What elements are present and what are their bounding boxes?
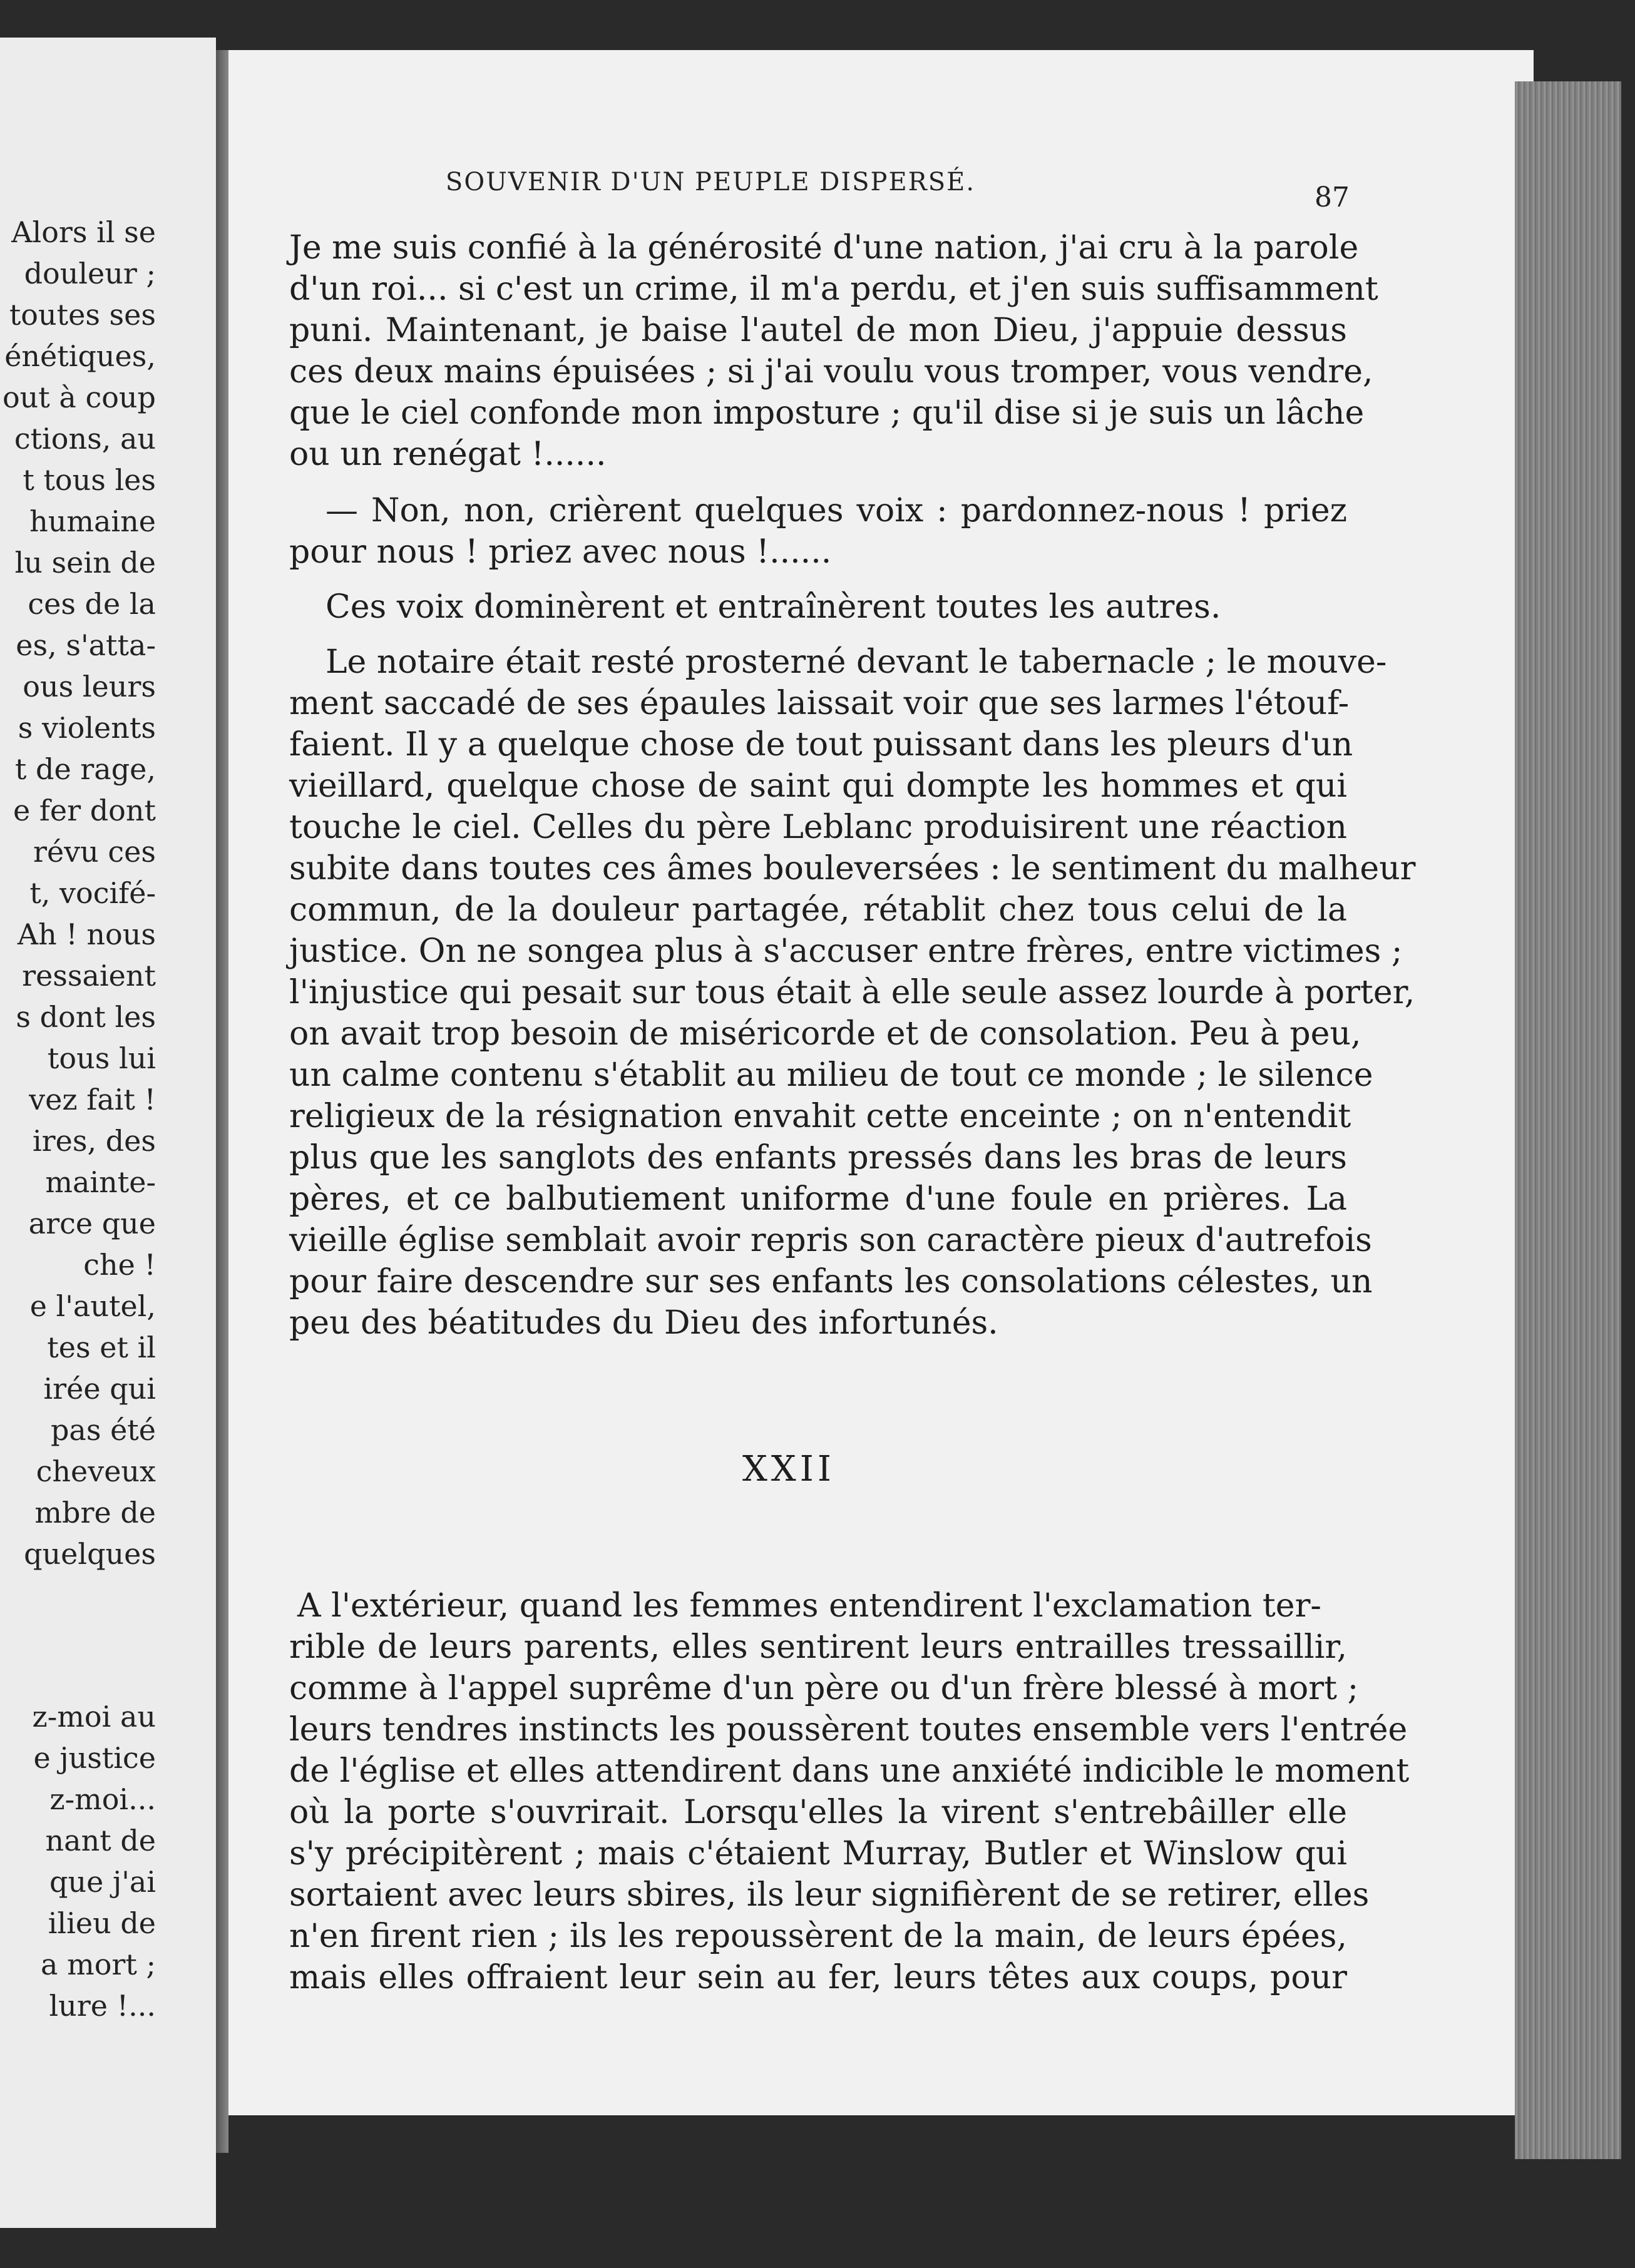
body-line: on avait trop besoin de miséricorde et de consolation. Peu à peu, [289, 1015, 1361, 1053]
left-page-line: t, vocifé- [29, 876, 156, 910]
body-line: justice. On ne songea plus à s'accuser entre frères, entre victimes ; [289, 932, 1403, 970]
left-page-line: Alors il se [11, 215, 156, 249]
left-page-line: ous leurs [23, 670, 156, 703]
left-page-line: humaine [29, 504, 156, 538]
left-page-line: che ! [83, 1248, 156, 1282]
body-line: vieille église semblait avoir repris son caractère pieux d'autrefois [289, 1222, 1372, 1259]
left-page-line: toutes ses [9, 298, 156, 332]
left-page-line: pas été [50, 1413, 156, 1447]
chapter-line: sortaient avec leurs sbires, ils leur signifièrent de se retirer, elles [289, 1876, 1370, 1914]
body-line: religieux de la résignation envahit cette enceinte ; on n'entendit [289, 1098, 1351, 1135]
chapter-line: mais elles offraient leur sein au fer, leurs têtes aux coups, pour [289, 1959, 1347, 1996]
left-page-line: out à coup [2, 381, 156, 414]
body-line: — Non, non, crièrent quelques voix : pardonnez-nous ! priez [325, 492, 1347, 529]
left-page-line: que j'ai [49, 1865, 156, 1899]
body-line: puni. Maintenant, je baise l'autel de mon Dieu, j'appuie dessus [289, 312, 1347, 349]
chapter-line: n'en firent rien ; ils les repoussèrent de la main, de leurs épées, [289, 1918, 1347, 1955]
left-page-line: nant de [45, 1824, 156, 1857]
left-page-line: s violents [18, 711, 156, 745]
left-page-line: révu ces [33, 835, 156, 869]
left-page-line: douleur ; [24, 257, 156, 290]
body-line: peu des béatitudes du Dieu des infortunés. [289, 1304, 998, 1342]
body-line: faient. Il y a quelque chose de tout puissant dans les pleurs d'un [289, 726, 1353, 764]
running-head: SOUVENIR D'UN PEUPLE DISPERSÉ. [445, 168, 976, 197]
body-line: vieillard, quelque chose de saint qui dompte les hommes et qui [289, 767, 1347, 805]
left-page-line: tous lui [47, 1041, 156, 1075]
left-page-line: es, s'atta- [16, 628, 156, 662]
body-line: que le ciel confonde mon imposture ; qu'il dise si je suis un lâche [289, 394, 1365, 432]
chapter-line: A l'extérieur, quand les femmes entendirent l'exclamation ter- [297, 1587, 1321, 1625]
left-page-line: lure !... [49, 1989, 156, 2023]
left-page-line: mbre de [34, 1496, 156, 1530]
left-page-line: lu sein de [14, 546, 156, 580]
left-page-line: tes et il [47, 1331, 156, 1364]
chapter-line: rible de leurs parents, elles sentirent leurs entrailles tressaillir, [289, 1628, 1347, 1666]
left-page-line: mainte- [45, 1165, 156, 1199]
chapter-line: comme à l'appel suprême d'un père ou d'un frère blessé à mort ; [289, 1670, 1359, 1707]
body-line: subite dans toutes ces âmes bouleversées : le sentiment du malheur [289, 850, 1416, 887]
chapter-line: s'y précipitèrent ; mais c'étaient Murray, Butler et Winslow qui [289, 1835, 1347, 1872]
left-page-line: s dont les [16, 1000, 156, 1034]
chapter-line: leurs tendres instincts les poussèrent toutes ensemble vers l'entrée [289, 1711, 1408, 1749]
body-line: commun, de la douleur partagée, rétablit chez tous celui de la [289, 891, 1347, 929]
left-page-line: cheveux [36, 1454, 156, 1488]
body-line: pour nous ! priez avec nous !...... [289, 533, 832, 571]
body-line: pères, et ce balbutiement uniforme d'une foule en prières. La [289, 1180, 1347, 1218]
body-line: pour faire descendre sur ses enfants les consolations célestes, un [289, 1263, 1373, 1300]
left-page-line: t tous les [23, 463, 156, 497]
left-page-line: vez fait ! [29, 1083, 156, 1116]
left-page-line: e fer dont [13, 794, 156, 827]
body-line: ou un renégat !...... [289, 436, 607, 473]
left-page-line: ires, des [32, 1124, 156, 1158]
body-line: touche le ciel. Celles du père Leblanc produisirent une réaction [289, 809, 1347, 846]
page-edge [1515, 81, 1621, 2159]
left-page-line: ces de la [28, 587, 156, 621]
body-line: ment saccadé de ses épaules laissait voir que ses larmes l'étouf- [289, 685, 1350, 722]
left-page-line: irée qui [43, 1372, 156, 1406]
body-line: d'un roi... si c'est un crime, il m'a perdu, et j'en suis suffisamment [289, 270, 1378, 308]
left-page-line: ctions, au [14, 422, 156, 456]
body-line: Je me suis confié à la générosité d'une nation, j'ai cru à la parole [289, 229, 1359, 267]
body-line: un calme contenu s'établit au milieu de tout ce monde ; le silence [289, 1056, 1373, 1094]
body-line: ces deux mains épuisées ; si j'ai voulu vous tromper, vous vendre, [289, 353, 1373, 391]
chapter-line: de l'église et elles attendirent dans une anxiété indicible le moment [289, 1752, 1410, 1790]
left-page-line: a mort ; [41, 1948, 156, 1981]
left-page-line: e justice [33, 1741, 156, 1775]
left-page-line: e l'autel, [29, 1289, 156, 1323]
body-line: Ces voix dominèrent et entraînèrent toutes les autres. [325, 588, 1221, 626]
chapter-line: où la porte s'ouvrirait. Lorsqu'elles la virent s'entrebâiller elle [289, 1794, 1347, 1831]
body-line: plus que les sanglots des enfants pressés dans les bras de leurs [289, 1139, 1347, 1177]
left-page-line: énétiques, [4, 339, 156, 373]
left-page-line: ressaient [22, 959, 156, 993]
left-page-line: z-moi au [32, 1700, 156, 1734]
left-page-line: Ah ! nous [17, 917, 156, 951]
left-page-line: z-moi... [49, 1782, 156, 1816]
left-page-line: arce que [28, 1207, 156, 1240]
left-page [0, 38, 216, 2228]
page-number: 87 [1315, 181, 1350, 213]
left-page-line: quelques [24, 1537, 156, 1571]
left-page-line: ilieu de [48, 1906, 156, 1940]
chapter-heading: XXII [742, 1449, 835, 1489]
body-line: l'injustice qui pesait sur tous était à elle seule assez lourde à porter, [289, 974, 1415, 1011]
left-page-line: t de rage, [14, 752, 156, 786]
book-gutter [216, 50, 228, 2153]
body-line: Le notaire était resté prosterné devant le tabernacle ; le mouve- [325, 643, 1387, 681]
